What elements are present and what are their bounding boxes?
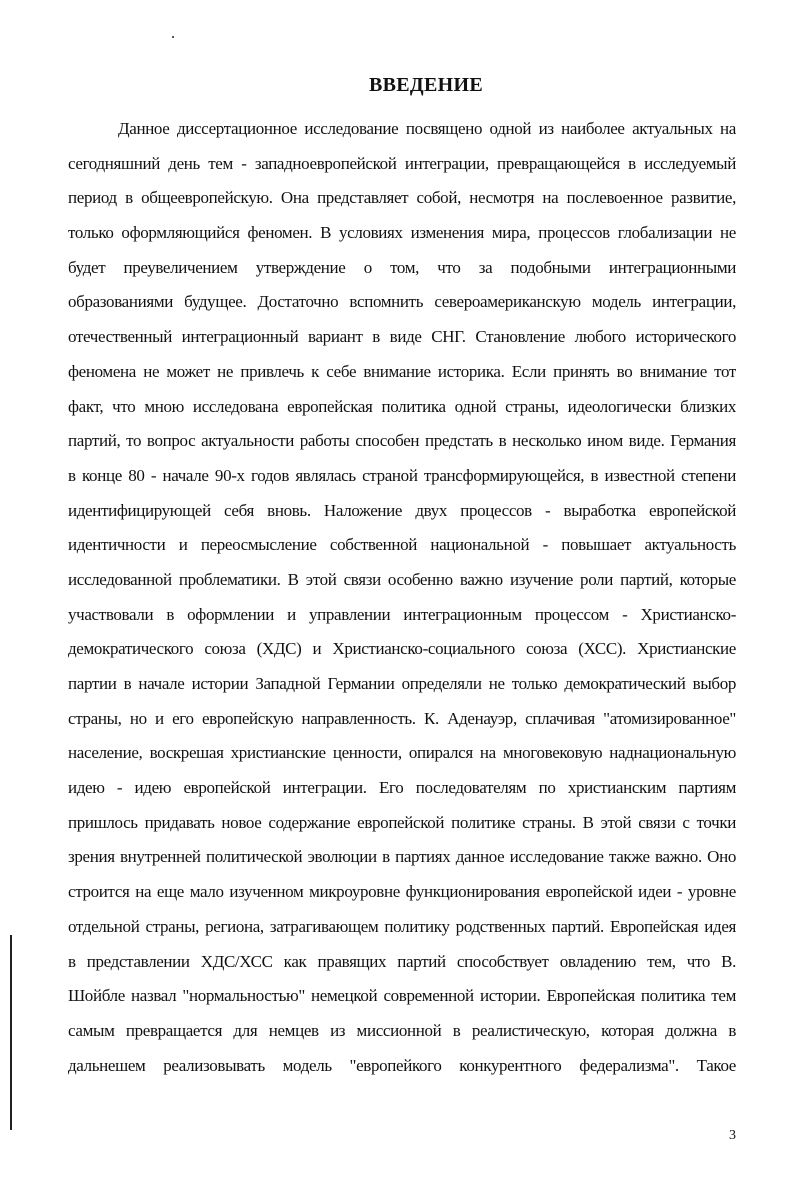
text-line: идентифицирующей себя вновь. Наложение двух процессов - выработка европейской bbox=[68, 500, 736, 520]
text-line: в представлении ХДС/ХСС как правящих партий способствует овладению тем, что В. bbox=[68, 951, 736, 971]
text-line: партий, то вопрос актуальности работы способен предстать в несколько ином виде. Германия bbox=[68, 431, 736, 451]
page-number: 3 bbox=[729, 1128, 736, 1143]
text-line: образованиями будущее. Достаточно вспомнить североамериканскую модель интеграции, bbox=[68, 292, 736, 312]
scan-margin-line bbox=[10, 935, 12, 1130]
text-line: идентичности и переосмысление собственной национальной - повышает актуальность bbox=[68, 535, 736, 555]
text-line: феномена не может не привлечь к себе внимание историка. Если принять во внимание тот bbox=[68, 361, 736, 381]
text-line: пришлось придавать новое содержание европейской политике страны. В этой связи с точки bbox=[68, 812, 736, 832]
scan-speck bbox=[172, 36, 174, 38]
text-line: зрения внутренней политической эволюции в партиях данное исследование также важно. Оно bbox=[68, 847, 736, 867]
text-line: страны, но и его европейскую направленность. К. Аденауэр, сплачивая "атомизированное" bbox=[68, 708, 736, 728]
text-line: сегодняшний день тем - западноевропейской интеграции, превращающейся в исследуемый bbox=[68, 153, 736, 173]
text-line: отдельной страны, региона, затрагивающем политику родственных партий. Европейская идея bbox=[68, 916, 736, 936]
text-line: отечественный интеграционный вариант в виде СНГ. Становление любого исторического bbox=[68, 327, 736, 347]
text-line: будет преувеличением утверждение о том, что за подобными интеграционными bbox=[68, 257, 736, 277]
text-line: период в общеевропейскую. Она представляет собой, несмотря на послевоенное развитие, bbox=[68, 188, 736, 208]
text-line: только оформляющийся феномен. В условиях изменения мира, процессов глобализации не bbox=[68, 223, 736, 243]
text-line: Шойбле назвал "нормальностью" немецкой современной истории. Европейская политика тем bbox=[68, 986, 736, 1006]
text-line: население, воскрешая христианские ценности, опирался на многовековую наднациональную bbox=[68, 743, 736, 763]
text-line: партии в начале истории Западной Германии определяли не только демократический выбор bbox=[68, 674, 736, 693]
text-line: идею - идею европейской интеграции. Его последователям по христианским партиям bbox=[68, 778, 736, 798]
text-line: исследованной проблематики. В этой связи особенно важно изучение роли партий, которые bbox=[68, 569, 736, 589]
text-line: Данное диссертационное исследование посвящено одной из наиболее актуальных на bbox=[118, 119, 736, 138]
text-line: участвовали в оформлении и управлении интеграционным процессом - Христианско- bbox=[68, 604, 736, 624]
text-line: демократического союза (ХДС) и Христианско-социального союза (ХСС). Христианские bbox=[68, 639, 736, 659]
text-line: самым превращается для немцев из миссионной в реалистическую, которая должна в bbox=[68, 1020, 736, 1040]
text-line: факт, что мною исследована европейская политика одной страны, идеологически близких bbox=[68, 396, 736, 416]
text-line: дальнешем реализовывать модель "европейкого конкурентного федерализма". Такое bbox=[68, 1055, 736, 1075]
text-line: в конце 80 - начале 90-х годов являлась страной трансформирующейся, в известной степени bbox=[68, 465, 736, 485]
text-line: строится на еще мало изученном микроуровне функционирования европейской идеи - уровне bbox=[68, 882, 736, 902]
body-text bbox=[68, 112, 736, 1083]
page-title: ВВЕДЕНИЕ bbox=[369, 74, 483, 96]
